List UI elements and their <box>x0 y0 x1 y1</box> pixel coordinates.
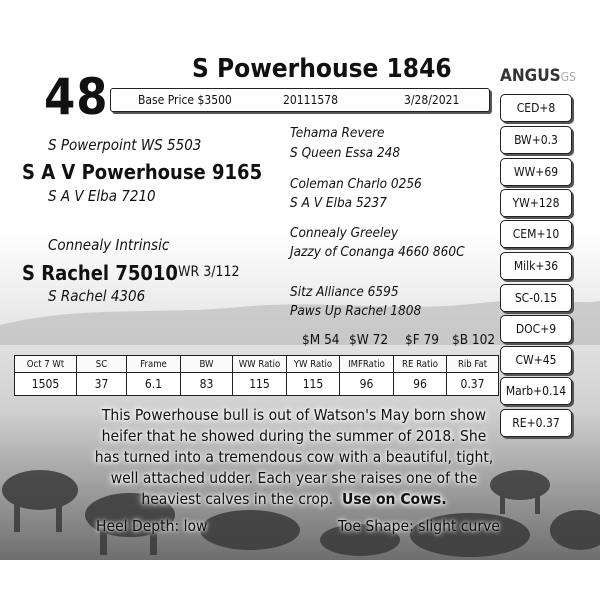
epd-ww: WW+69 <box>500 158 572 186</box>
base-price: Base Price $3500 <box>138 93 232 107</box>
pedigree-right-5: Connealy Greeley <box>290 225 399 241</box>
description-line: has turned into a tremendous cow with a beautiful, tight, <box>94 448 494 466</box>
pedigree-right-3: Coleman Charlo 0256 <box>290 176 422 192</box>
table-cell: 83 <box>181 373 233 396</box>
animal-name-title: S Powerhouse 1846 <box>192 54 452 84</box>
epd-cw: CW+45 <box>500 346 572 374</box>
pedigree-right-1: Tehama Revere <box>290 125 385 141</box>
performance-table <box>14 355 499 396</box>
col-header: IMFRatio <box>340 356 394 373</box>
description-line: heifer that he showed during the summer of 2018. She <box>101 427 487 445</box>
col-header: YW Ratio <box>287 356 340 373</box>
dollar-f: $F 79 <box>405 332 440 348</box>
table-row <box>15 373 499 396</box>
epd-sc: SC-0.15 <box>500 284 572 312</box>
epd-doc: DOC+9 <box>500 315 572 343</box>
table-cell: 6.1 <box>127 373 181 396</box>
col-header: BW <box>181 356 233 373</box>
registration-number: 20111578 <box>283 93 338 107</box>
col-header: RE Ratio <box>394 356 447 373</box>
table-cell: 96 <box>394 373 447 396</box>
angus-logo: ANGUSGS <box>500 66 576 86</box>
epd-bw: BW+0.3 <box>500 126 572 154</box>
epd-marb: Marb+0.14 <box>500 377 572 405</box>
table-cell: 1505 <box>15 373 77 396</box>
description-line: This Powerhouse bull is out of Watson's May born show <box>101 406 487 424</box>
birth-date: 3/28/2021 <box>404 93 460 107</box>
sire-dam: S A V Elba 7210 <box>48 187 156 205</box>
dollar-m: $M 54 <box>302 332 340 348</box>
dam-sire: Connealy Intrinsic <box>48 236 170 254</box>
heel-depth: Heel Depth: low <box>96 517 208 535</box>
table-cell: 96 <box>340 373 394 396</box>
dollar-b: $B 102 <box>452 332 496 348</box>
pedigree-right-4: S A V Elba 5237 <box>290 195 387 211</box>
col-header: Oct 7 Wt <box>15 356 77 373</box>
epd-yw: YW+128 <box>500 189 572 217</box>
description-line: well attached udder. Each year she raises one of the <box>110 469 478 487</box>
epd-milk: Milk+36 <box>500 252 572 280</box>
pedigree-right-6: Jazzy of Conanga 4660 860C <box>290 244 465 260</box>
table-cell: 115 <box>233 373 287 396</box>
description <box>14 405 574 510</box>
col-header: Rib Fat <box>447 356 499 373</box>
table-cell: 0.37 <box>447 373 499 396</box>
dam-dam: S Rachel 4306 <box>48 287 146 305</box>
toe-shape: Toe Shape: slight curve <box>338 517 500 535</box>
col-header: Frame <box>127 356 181 373</box>
epd-ced: CED+8 <box>500 94 572 122</box>
pedigree-right-8: Paws Up Rachel 1808 <box>290 303 422 319</box>
dam: S Rachel 75010 <box>22 261 178 285</box>
sire-sire: S Powerpoint WS 5503 <box>48 136 202 154</box>
col-header: SC <box>77 356 127 373</box>
pedigree-right-7: Sitz Alliance 6595 <box>290 284 399 300</box>
table-cell: 37 <box>77 373 127 396</box>
description-line-last: heaviest calves in the crop. Use on Cows. <box>141 490 447 508</box>
pedigree-right-2: S Queen Essa 248 <box>290 145 401 161</box>
table-cell: 115 <box>287 373 340 396</box>
epd-re: RE+0.37 <box>500 409 572 437</box>
epd-cem: CEM+10 <box>500 220 572 248</box>
sire: S A V Powerhouse 9165 <box>22 160 263 184</box>
dam-wr-note: WR 3/112 <box>178 264 240 280</box>
table-header-row <box>15 356 499 373</box>
lot-number: 48 <box>44 68 109 126</box>
dollar-w: $W 72 <box>349 332 389 348</box>
col-header: WW Ratio <box>233 356 287 373</box>
usage-emphasis: Use on Cows. <box>342 490 447 508</box>
